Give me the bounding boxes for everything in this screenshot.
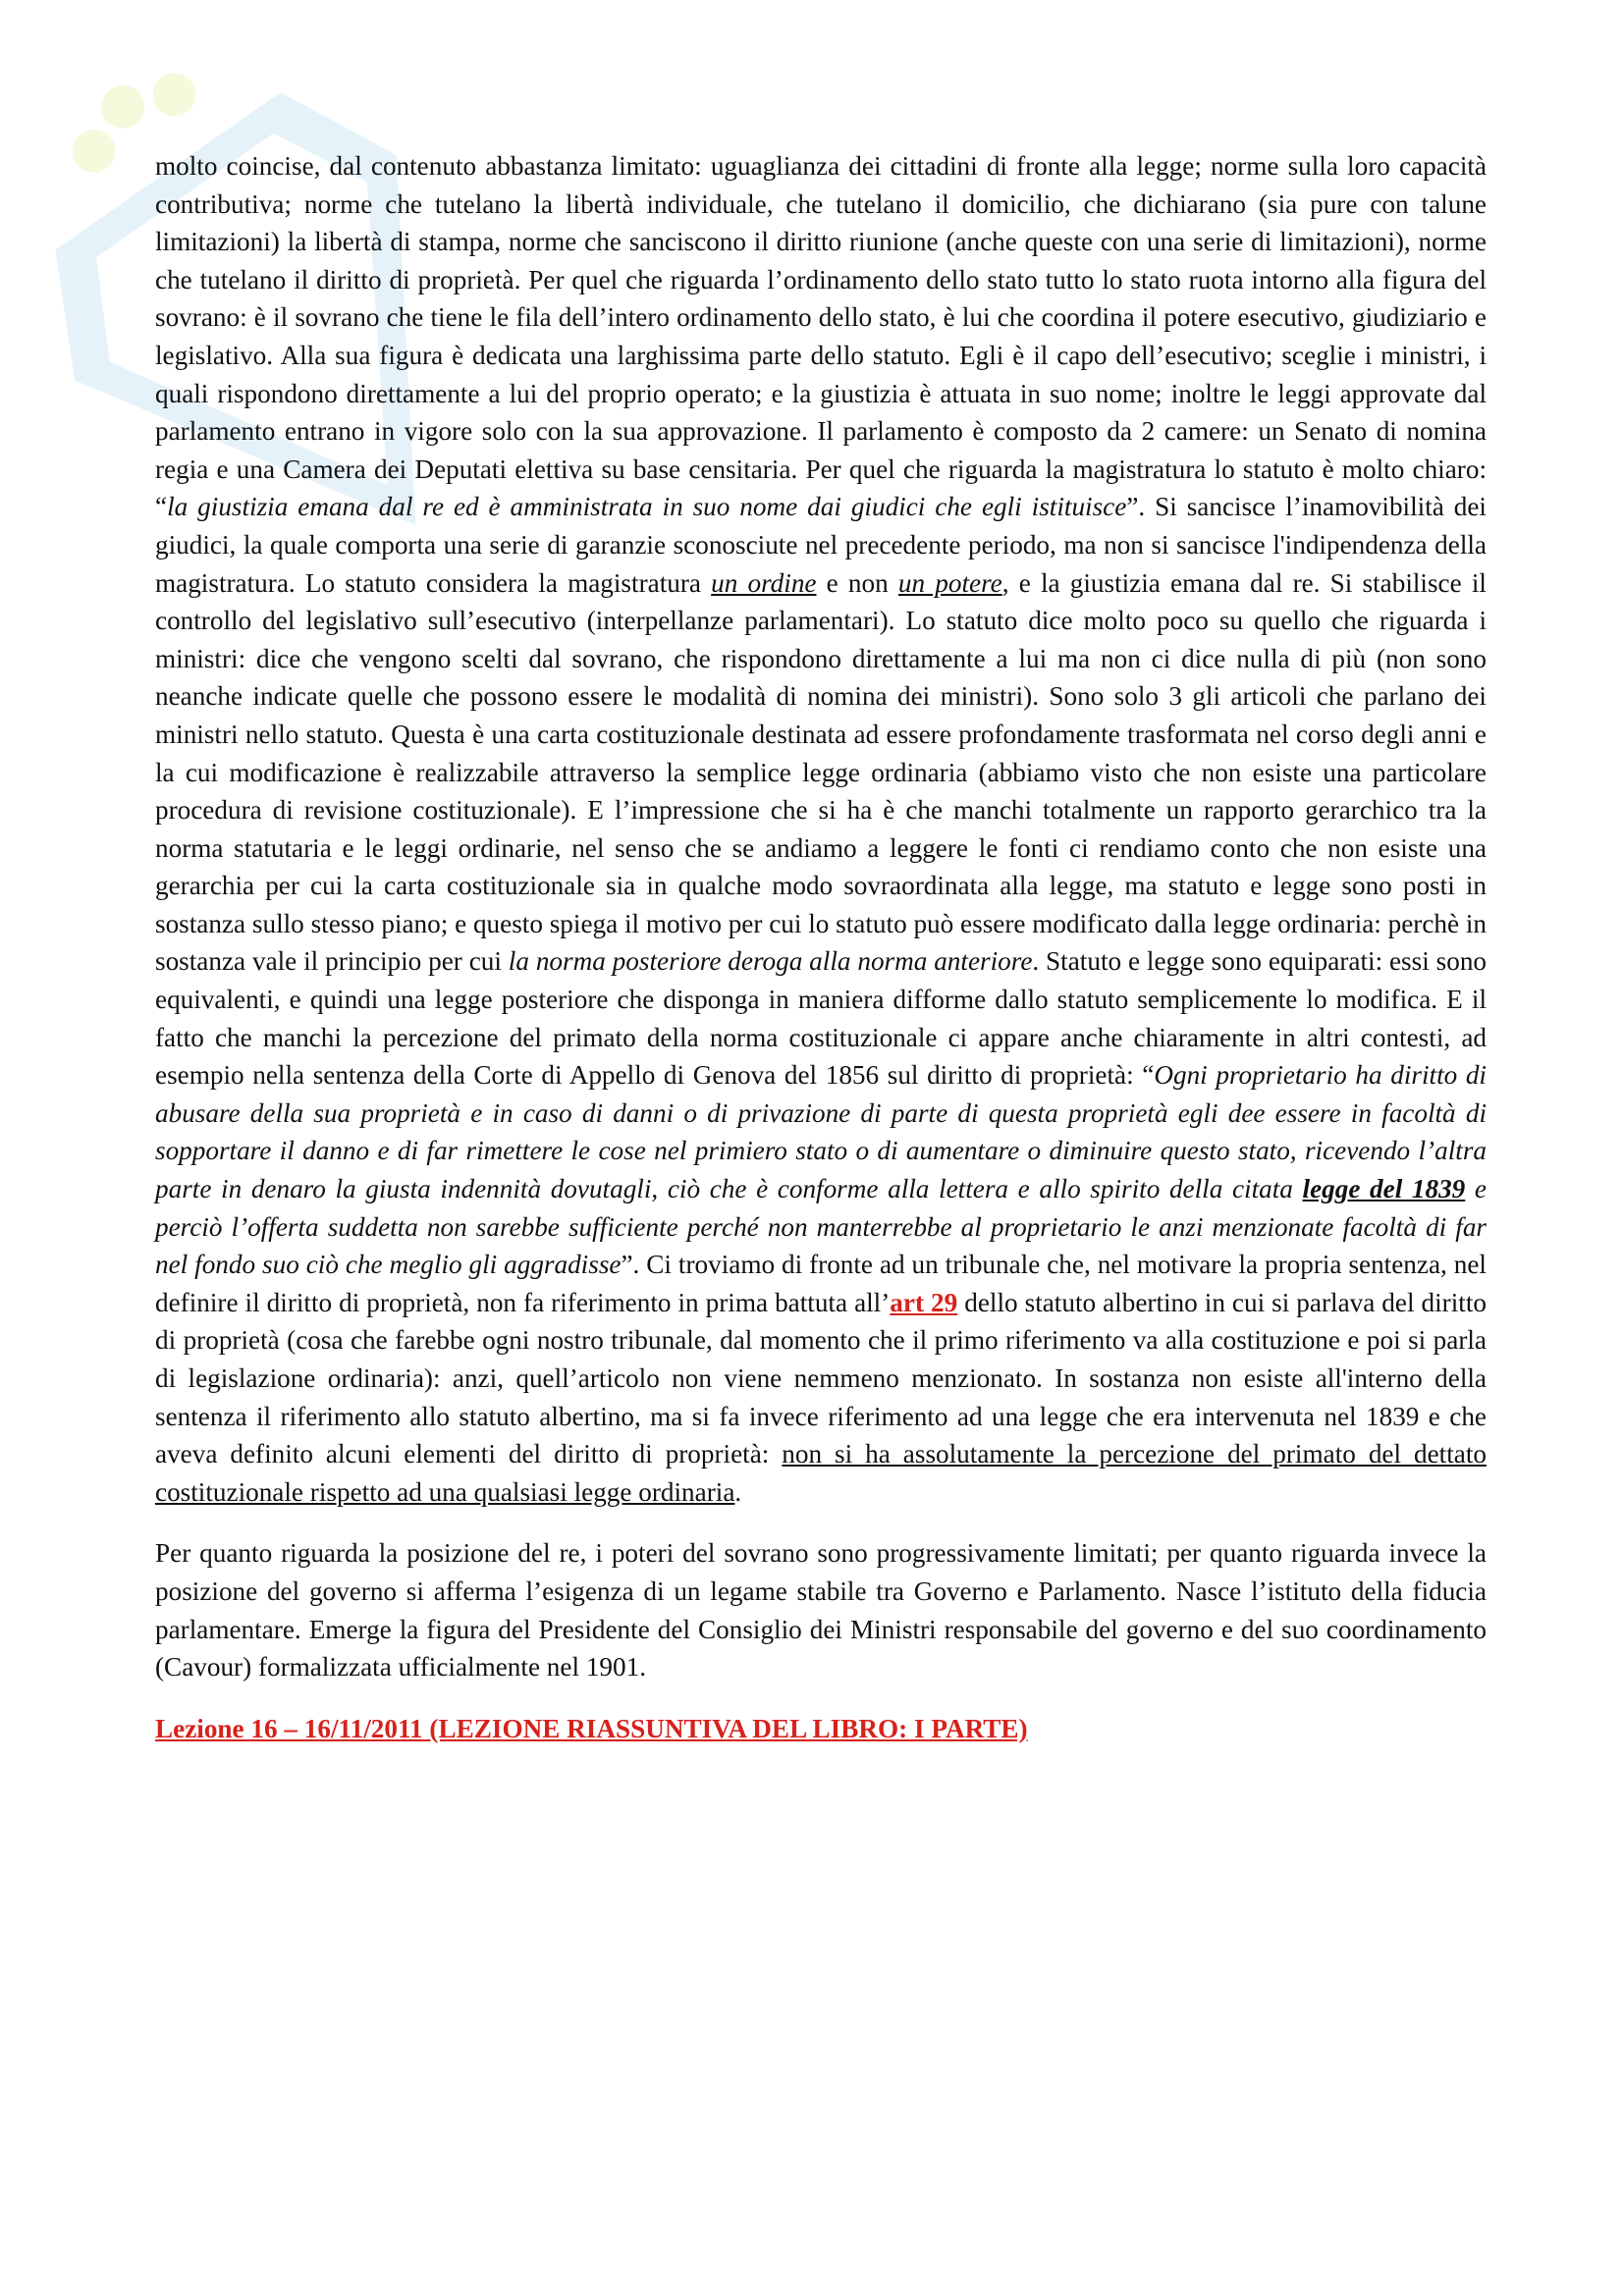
italic-phrase: la norma posteriore deroga alla norma anteriore — [508, 946, 1033, 977]
text-run: molto coincise, dal contenuto abbastanza limitato: uguaglianza dei cittadini di fronte alla legge; norme sulla loro capacità contributiva; norme che tutelano la libertà individuale, che tutelano il domicilio, che dichiarano (sia pure con talune limitazioni) la libertà di stampa, norme che sanciscono il diritto riunione (anche queste con una serie di limitazioni), norme che tutelano il diritto di proprietà. Per quel che riguarda l’ordinamento dello stato tutto lo stato ruota intorno alla figura del sovrano: è il sovrano che tiene le fila dell’intero ordinamento dello stato, è lui che coordina il potere esecutivo, giudiziario e legislativo. Alla sua figura è dedicata una larghissima parte dello statuto. Egli è il capo dell’esecutivo; sceglie i ministri, i quali rispondono direttamente a lui del proprio operato; e la giustizia è attuata in suo nome; inoltre le leggi approvate dal parlamento entrano in vigore solo con la sua approvazione. Il parlamento è composto da 2 camere: un Senato di nomina regia e una Camera dei Deputati elettiva su base censitaria. Per quel che riguarda la magistratura lo statuto è molto chiaro: “ — [155, 151, 1487, 522]
italic-quote: la giustizia emana dal re ed è amministrata in suo nome dai giudici che egli istituisce — [167, 492, 1127, 522]
italic-underlined-term: un ordine — [711, 567, 817, 598]
text-run: , e la giustizia emana dal re. Si stabilisce il controllo del legislativo sull’esecutivo (interpellanze parlamentari). Lo statuto dice molto poco su quello che riguarda i ministri: dice che vengono scelti dal sovrano, che rispondono direttamente a lui ma non ci dice nulla di più (non sono neanche indicate quelle che possono essere le modalità di nomina dei ministri). Sono solo 3 gli articoli che parlano dei ministri nello statuto. Questa è una carta costituzionale destinata ad essere profondamente trasformata nel corso degli anni e la cui modificazione è realizzabile attraverso la semplice legge ordinaria (abbiamo visto che non esiste una particolare procedura di revisione costituzionale). E l’impressione che si ha è che manchi totalmente un rapporto gerarchico tra la norma statutaria e le leggi ordinarie, nel senso che se andiamo a leggere le fonti ci rendiamo conto che non esiste una gerarchia per cui la carta costituzionale sia in qualche modo sovraordinata alla legge, ma statuto e legge sono posti in sostanza sullo stesso piano; e questo spiega il motivo per cui lo statuto può essere modificato dalla legge ordinaria: perchè in sostanza vale il principio per cui — [155, 567, 1488, 977]
italic-underlined-term: un potere — [897, 567, 1002, 598]
italic-quote: e perciò l’offerta suddetta non sarebbe sufficiente perché non manterrebbe al proprietario le anzi menzionate facoltà di far nel fondo suo ciò che meglio gli aggradisse — [155, 1174, 1487, 1280]
text-run: ”. Ci troviamo di fronte ad un tribunale che, nel motivare la propria sentenza, nel definire il diritto di proprietà, non fa riferimento in prima battuta all’ — [155, 1250, 1487, 1317]
lesson-heading: Lezione 16 – 16/11/2011 (LEZIONE RIASSUNTIVA DEL LIBRO: I PARTE) — [155, 1713, 1028, 1743]
italic-quote: Ogni proprietario ha diritto di abusare della sua proprietà e in caso di danni o di privazione di parte di questa proprietà egli dee essere in facoltà di sopportare il danno e di far rimettere le cose nel primiero stato o di aumentare o diminuire questo stato, ricevendo l’altra parte in denaro la giusta indennità dovutagli, ciò che è conforme alla lettera e allo spirito della citata — [155, 1060, 1487, 1204]
legge-1839-link[interactable]: legge del 1839 — [1302, 1174, 1466, 1204]
body-paragraph-2: Per quanto riguarda la posizione del re, i poteri del sovrano sono progressivamente limitati; per quanto riguarda invece la posizione del governo si afferma l’esigenza di un legame stabile tra Governo e Parlamento. Nasce l’istituto della fiducia parlamentare. Emerge la figura del Presidente del Consiglio dei Ministri responsabile del governo e del suo coordinamento (Cavour) formalizzata ufficialmente nel 1901. — [155, 1538, 1487, 1682]
text-run: ”. Si sancisce l’inamovibilità dei giudici, la quale comporta una serie di garanzie sconosciute nel precedente periodo, ma non si sancisce l'indipendenza della magistratura. Lo statuto considera la magistratura — [155, 492, 1487, 598]
text-run: . — [734, 1476, 742, 1507]
body-paragraph-1 — [155, 147, 1487, 1511]
document-page — [155, 147, 1487, 1747]
art-29-link[interactable]: art 29 — [890, 1287, 958, 1317]
text-run: . Statuto e legge sono equiparati: essi sono equivalenti, e quindi una legge posteriore che disponga in maniera difforme dallo statuto semplicemente lo modifica. E il fatto che manchi la percezione del primato della norma costituzionale ci appare anche chiaramente in altri contesti, ad esempio nella sentenza della Corte di Appello di Genova del 1856 sul diritto di proprietà: “ — [155, 946, 1488, 1091]
text-run: e non — [816, 567, 898, 598]
underlined-conclusion: non si ha assolutamente la percezione del primato del dettato costituzionale rispetto ad una qualsiasi legge ordinaria — [155, 1439, 1487, 1507]
text-run: dello statuto albertino in cui si parlava del diritto di proprietà (cosa che farebbe ogni nostro tribunale, dal momento che il primo riferimento va alla costituzione e poi si parla di legislazione ordinaria): anzi, quell’articolo non viene nemmeno menzionato. In sostanza non esiste all'interno della sentenza il riferimento allo statuto albertino, ma si fa invece riferimento ad una legge che era intervenuta nel 1839 e che aveva definito alcuni elementi del diritto di proprietà: — [155, 1287, 1487, 1469]
